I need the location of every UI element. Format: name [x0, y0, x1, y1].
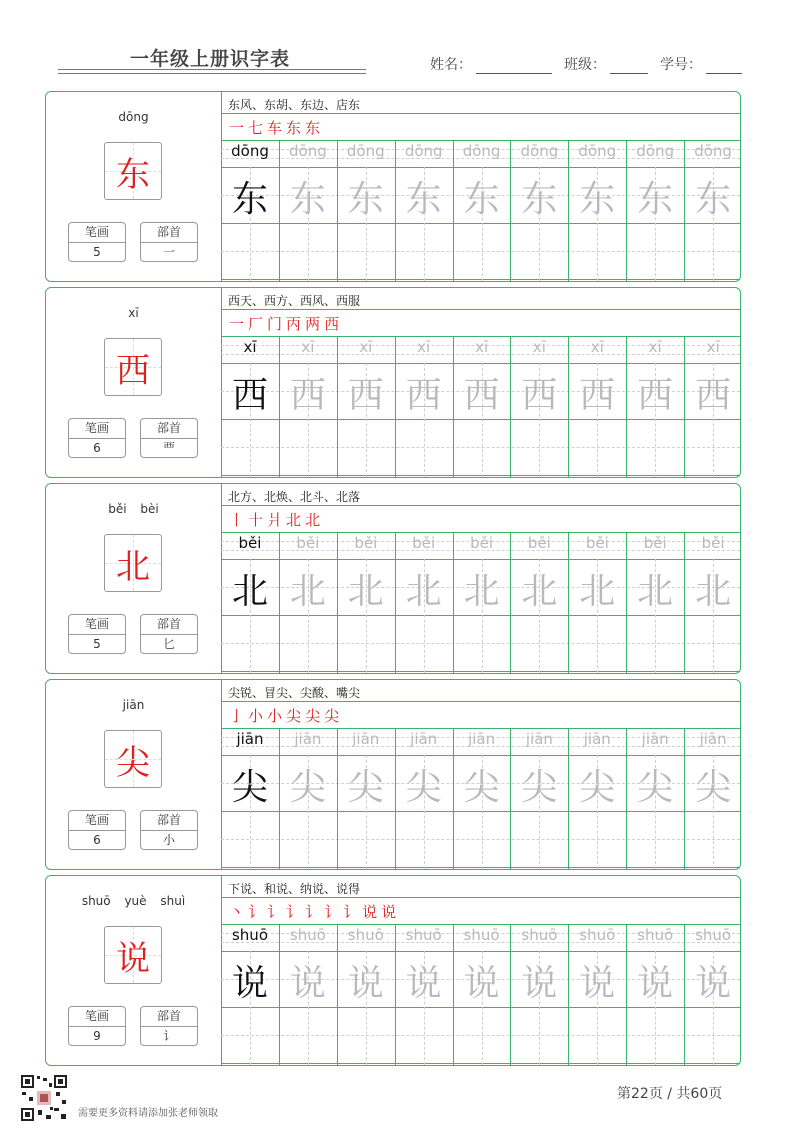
pinyin-cell: shuō: [231, 926, 268, 944]
radical-value: 匕: [162, 637, 175, 651]
pinyin-cell[interactable]: běi: [585, 534, 609, 552]
stroke-step: 西: [324, 315, 340, 333]
character-glyph: 北: [116, 546, 150, 587]
pinyin-cell[interactable]: jiān: [294, 730, 322, 748]
writing-cell[interactable]: 说: [695, 963, 732, 1004]
pinyin-cell[interactable]: běi: [296, 534, 320, 552]
character-glyph: 西: [116, 350, 150, 391]
character-display: [104, 926, 162, 984]
grid-line: [221, 924, 740, 925]
writing-cell[interactable]: 西: [637, 375, 674, 416]
pinyin-cell[interactable]: shuō: [579, 926, 616, 944]
practice-grid: [221, 336, 740, 477]
pinyin-cell[interactable]: dōng: [694, 142, 732, 160]
radical-value: 覀: [162, 441, 175, 455]
number-blank[interactable]: [706, 57, 742, 74]
pinyin-cell[interactable]: dōng: [346, 142, 385, 160]
grid-line: [221, 475, 740, 476]
writing-cell[interactable]: 尖: [289, 767, 326, 808]
stroke-step: 丨: [229, 511, 245, 529]
writing-cell[interactable]: 尖: [637, 767, 674, 808]
practice-panel: [221, 288, 740, 477]
radical-box: [140, 614, 198, 654]
writing-cell[interactable]: 说: [637, 963, 674, 1004]
pinyin-cell[interactable]: xī: [706, 338, 720, 356]
character-display: [104, 338, 162, 396]
pinyin-cell[interactable]: xī: [359, 338, 373, 356]
writing-cell[interactable]: 西: [695, 375, 732, 416]
class-field[interactable]: [564, 54, 648, 74]
stroke-count-label: 笔画: [69, 811, 125, 831]
writing-cell[interactable]: 西: [579, 375, 616, 416]
grid-line: [221, 167, 740, 168]
writing-cell[interactable]: 尖: [695, 767, 732, 808]
character-info-panel: [46, 680, 222, 869]
radical-label: 部首: [141, 615, 197, 635]
pinyin-cell[interactable]: shuō: [695, 926, 732, 944]
pinyin-cell[interactable]: běi: [412, 534, 436, 552]
writing-cell[interactable]: 北: [347, 571, 384, 612]
stroke-step: 爿: [267, 511, 283, 529]
pinyin-cell: běi: [238, 534, 262, 552]
radical-label: 部首: [141, 1007, 197, 1027]
writing-cell[interactable]: 北: [463, 571, 500, 612]
writing-cell[interactable]: 尖: [405, 767, 442, 808]
pinyin-cell: dōng: [231, 142, 269, 160]
grid-line: [221, 532, 740, 533]
character-info-panel: [46, 92, 222, 281]
stroke-count-value: 5: [93, 637, 101, 651]
title-underline: [58, 69, 366, 70]
stroke-count-label: 笔画: [69, 1007, 125, 1027]
row-divider: [221, 505, 740, 506]
pinyin-cell[interactable]: jiān: [352, 730, 380, 748]
pinyin-cell[interactable]: dōng: [636, 142, 675, 160]
writing-cell[interactable]: 西: [405, 375, 442, 416]
pinyin-cell[interactable]: běi: [701, 534, 725, 552]
stroke-step: 一: [229, 119, 245, 137]
writing-cell[interactable]: 北: [637, 571, 674, 612]
pinyin-cell[interactable]: xī: [475, 338, 489, 356]
writing-cell[interactable]: 西: [347, 375, 384, 416]
writing-cell[interactable]: 东: [637, 179, 674, 220]
practice-panel: [221, 876, 740, 1065]
pinyin-cell[interactable]: jiān: [699, 730, 727, 748]
writing-cell[interactable]: 尖: [521, 767, 558, 808]
stroke-step: 讠: [305, 903, 321, 921]
writing-cell[interactable]: 北: [289, 571, 326, 612]
stroke-step: 七: [248, 119, 264, 137]
grid-line: [221, 1063, 740, 1064]
character-info-panel: [46, 484, 222, 673]
practice-panel: [221, 92, 740, 281]
practice-grid: [221, 924, 740, 1065]
stroke-step: 门: [267, 315, 283, 333]
pinyin-cell[interactable]: jiān: [525, 730, 553, 748]
pinyin-cell[interactable]: běi: [354, 534, 378, 552]
stroke-count-box: [68, 810, 126, 850]
writing-cell: 说: [231, 963, 268, 1004]
grid-line: [221, 559, 740, 560]
character-glyph: 说: [116, 938, 150, 979]
character-glyph: 尖: [116, 742, 150, 783]
pinyin-cell[interactable]: shuō: [347, 926, 384, 944]
cell-guide-line: [221, 251, 740, 252]
pinyin-cell[interactable]: jiān: [583, 730, 611, 748]
stroke-count-value: 9: [93, 1029, 101, 1043]
radical-label: 部首: [141, 223, 197, 243]
writing-cell[interactable]: 北: [521, 571, 558, 612]
name-label: 姓名：: [430, 57, 472, 73]
stroke-step: 北: [305, 511, 321, 529]
practice-grid: [221, 728, 740, 869]
stroke-step: 尖: [324, 707, 340, 725]
writing-cell[interactable]: 东: [347, 179, 384, 220]
example-words: 西天、西方、西风、西服: [228, 294, 361, 308]
pinyin-cell[interactable]: xī: [417, 338, 431, 356]
stroke-order: [229, 704, 343, 726]
writing-cell[interactable]: 东: [521, 179, 558, 220]
stroke-count-label: 笔画: [69, 615, 125, 635]
row-divider: [221, 701, 740, 702]
stroke-step: 讠: [267, 903, 283, 921]
qr-code: [20, 1074, 68, 1122]
class-blank[interactable]: [610, 57, 648, 74]
radical-value: 讠: [162, 1029, 175, 1043]
worksheet-header: [0, 0, 800, 88]
stroke-count-box: [68, 1006, 126, 1046]
stroke-step: 一: [229, 315, 245, 333]
character-card: [45, 679, 741, 870]
character-pinyin: xī: [128, 306, 139, 320]
writing-cell: 北: [231, 571, 268, 612]
page-title: 一年级上册识字表: [130, 48, 291, 70]
radical-value: 一: [162, 245, 175, 259]
cell-guide-line: [221, 839, 740, 840]
writing-cell[interactable]: 东: [289, 179, 326, 220]
stroke-step: 车: [267, 119, 283, 137]
grid-line: [221, 279, 740, 280]
stroke-count-label: 笔画: [69, 419, 125, 439]
radical-label: 部首: [141, 419, 197, 439]
grid-line: [221, 728, 740, 729]
row-divider: [221, 897, 740, 898]
character-pinyin: shuō yuè shuì: [81, 894, 186, 908]
writing-cell[interactable]: 尖: [579, 767, 616, 808]
radical-box: [140, 1006, 198, 1046]
pinyin-cell[interactable]: dōng: [520, 142, 559, 160]
pinyin-cell[interactable]: xī: [648, 338, 662, 356]
number-field[interactable]: [660, 54, 742, 74]
writing-cell[interactable]: 北: [405, 571, 442, 612]
practice-panel: [221, 680, 740, 869]
stroke-step: 两: [305, 315, 321, 333]
character-display: [104, 534, 162, 592]
pinyin-cell[interactable]: běi: [643, 534, 667, 552]
practice-grid: [221, 140, 740, 281]
writing-cell[interactable]: 东: [405, 179, 442, 220]
pinyin-cell[interactable]: jiān: [641, 730, 669, 748]
stroke-count-label: 笔画: [69, 223, 125, 243]
stroke-count-box: [68, 418, 126, 458]
character-card: [45, 91, 741, 282]
student-fields: [430, 54, 754, 74]
cell-guide-line: [221, 643, 740, 644]
radical-box: [140, 418, 198, 458]
stroke-step: 亅: [229, 707, 245, 725]
writing-cell: 东: [231, 179, 268, 220]
writing-cell[interactable]: 北: [579, 571, 616, 612]
writing-cell[interactable]: 北: [695, 571, 732, 612]
row-divider: [221, 113, 740, 114]
stroke-step: 说: [381, 903, 397, 921]
writing-cell[interactable]: 尖: [463, 767, 500, 808]
stroke-order: [229, 116, 324, 138]
example-words: 下说、和说、纳说、说得: [228, 882, 361, 896]
writing-cell[interactable]: 说: [521, 963, 558, 1004]
grid-line: [221, 951, 740, 952]
stroke-step: 小: [248, 707, 264, 725]
writing-cell[interactable]: 说: [347, 963, 384, 1004]
stroke-step: 厂: [248, 315, 264, 333]
pinyin-cell[interactable]: shuō: [405, 926, 442, 944]
character-display: [104, 142, 162, 200]
stroke-step: 说: [362, 903, 378, 921]
writing-cell[interactable]: 说: [579, 963, 616, 1004]
class-label: 班级：: [564, 57, 606, 73]
pinyin-cell[interactable]: jiān: [410, 730, 438, 748]
radical-label: 部首: [141, 811, 197, 831]
stroke-step: 讠: [324, 903, 340, 921]
writing-cell[interactable]: 西: [463, 375, 500, 416]
writing-cell[interactable]: 西: [521, 375, 558, 416]
grid-line: [221, 140, 740, 141]
character-glyph: 东: [116, 154, 150, 195]
pinyin-cell[interactable]: xī: [532, 338, 546, 356]
stroke-count-value: 6: [93, 441, 101, 455]
writing-cell[interactable]: 东: [463, 179, 500, 220]
pinyin-cell[interactable]: dōng: [289, 142, 327, 160]
writing-cell[interactable]: 说: [289, 963, 326, 1004]
cell-guide-line: [221, 447, 740, 448]
writing-cell[interactable]: 尖: [347, 767, 384, 808]
stroke-step: 十: [248, 511, 264, 529]
example-words: 尖锐、冒尖、尖酸、嘴尖: [228, 686, 361, 700]
pinyin-cell: jiān: [236, 730, 264, 748]
name-field[interactable]: [430, 54, 552, 74]
grid-line: [221, 755, 740, 756]
stroke-count-value: 5: [93, 245, 101, 259]
pinyin-cell[interactable]: xī: [301, 338, 315, 356]
grid-line: [221, 867, 740, 868]
stroke-order: [229, 900, 400, 922]
pinyin-cell[interactable]: xī: [590, 338, 604, 356]
example-words: 北方、北焕、北斗、北落: [228, 490, 361, 504]
stroke-order: [229, 312, 343, 334]
stroke-step: 讠: [343, 903, 359, 921]
practice-panel: [221, 484, 740, 673]
stroke-step: 东: [286, 119, 302, 137]
writing-cell[interactable]: 说: [405, 963, 442, 1004]
example-words: 东风、东胡、东边、店东: [228, 98, 361, 112]
radical-box: [140, 222, 198, 262]
pinyin-cell[interactable]: jiān: [468, 730, 496, 748]
grid-line: [221, 671, 740, 672]
stroke-step: 丙: [286, 315, 302, 333]
stroke-step: 尖: [305, 707, 321, 725]
writing-cell: 西: [231, 375, 268, 416]
radical-value: 小: [162, 833, 175, 847]
writing-cell[interactable]: 东: [695, 179, 732, 220]
pinyin-cell[interactable]: běi: [470, 534, 494, 552]
number-label: 学号：: [660, 57, 702, 73]
writing-cell[interactable]: 东: [579, 179, 616, 220]
writing-cell[interactable]: 西: [289, 375, 326, 416]
character-card: [45, 287, 741, 478]
stroke-step: 北: [286, 511, 302, 529]
stroke-step: 丶: [229, 903, 245, 921]
character-pinyin: běi bèi: [108, 502, 159, 516]
pinyin-cell[interactable]: běi: [527, 534, 551, 552]
character-card: [45, 483, 741, 674]
title-underline-2: [58, 73, 366, 74]
character-display: [104, 730, 162, 788]
pinyin-cell[interactable]: shuō: [463, 926, 500, 944]
pinyin-cell[interactable]: shuō: [289, 926, 326, 944]
row-divider: [221, 309, 740, 310]
grid-line: [221, 336, 740, 337]
name-blank[interactable]: [476, 57, 552, 74]
pinyin-cell[interactable]: shuō: [637, 926, 674, 944]
stroke-step: 讠: [286, 903, 302, 921]
writing-cell: 尖: [231, 767, 268, 808]
character-info-panel: [46, 288, 222, 477]
radical-box: [140, 810, 198, 850]
stroke-step: 小: [267, 707, 283, 725]
stroke-order: [229, 508, 324, 530]
grid-line: [221, 363, 740, 364]
character-pinyin: jiān: [122, 698, 145, 712]
character-info-panel: [46, 876, 222, 1065]
footer-note: 需要更多资料请添加张老师领取: [78, 1108, 218, 1119]
page-number: 第22页 / 共60页: [617, 1086, 723, 1102]
stroke-count-box: [68, 614, 126, 654]
pinyin-cell: xī: [243, 338, 257, 356]
stroke-step: 讠: [248, 903, 264, 921]
stroke-step: 东: [305, 119, 321, 137]
practice-grid: [221, 532, 740, 673]
pinyin-cell[interactable]: dōng: [578, 142, 617, 160]
character-pinyin: dōng: [118, 110, 149, 124]
pinyin-cell[interactable]: dōng: [462, 142, 501, 160]
stroke-count-value: 6: [93, 833, 101, 847]
pinyin-cell[interactable]: shuō: [521, 926, 558, 944]
writing-cell[interactable]: 说: [463, 963, 500, 1004]
character-card: [45, 875, 741, 1066]
pinyin-cell[interactable]: dōng: [404, 142, 443, 160]
stroke-count-box: [68, 222, 126, 262]
cell-guide-line: [221, 1035, 740, 1036]
stroke-step: 尖: [286, 707, 302, 725]
